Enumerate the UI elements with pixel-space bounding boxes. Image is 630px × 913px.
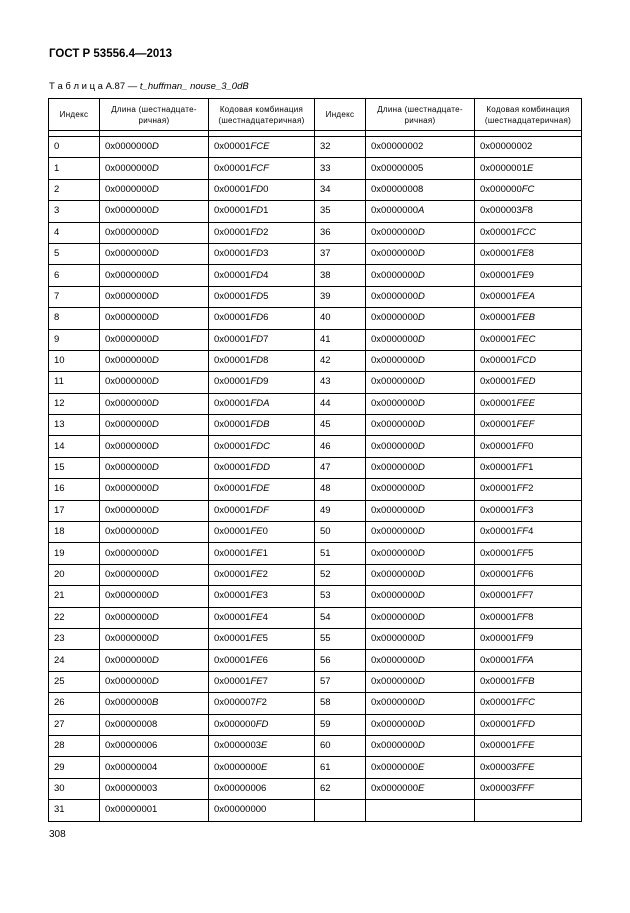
table-row	[49, 714, 582, 735]
cell-index-1: 5	[49, 243, 100, 264]
table-row	[49, 735, 582, 756]
cell-codeword-1: 0x00001FE0	[209, 522, 315, 543]
cell-length-2: 0x0000000D	[366, 500, 475, 521]
table-row	[49, 265, 582, 286]
cell-index-1: 31	[49, 800, 100, 821]
table-row	[49, 137, 582, 158]
cell-index-1: 18	[49, 522, 100, 543]
cell-codeword-1: 0x00001FD9	[209, 372, 315, 393]
cell-length-1: 0x0000000D	[100, 586, 209, 607]
cell-codeword-1: 0x00001FDF	[209, 500, 315, 521]
cell-codeword-2: 0x00003FFF	[475, 778, 582, 799]
cell-codeword-1: 0x0000000E	[209, 757, 315, 778]
cell-length-1: 0x0000000D	[100, 564, 209, 585]
cell-length-1: 0x0000000D	[100, 179, 209, 200]
cell-codeword-1: 0x00001FCF	[209, 158, 315, 179]
table-row	[49, 286, 582, 307]
cell-index-1: 2	[49, 179, 100, 200]
cell-length-1: 0x0000000D	[100, 671, 209, 692]
cell-index-2: 57	[315, 671, 366, 692]
cell-index-1: 28	[49, 735, 100, 756]
cell-codeword-2: 0x00001FE9	[475, 265, 582, 286]
cell-index-2: 56	[315, 650, 366, 671]
cell-length-1: 0x0000000D	[100, 137, 209, 158]
cell-length-1: 0x00000008	[100, 714, 209, 735]
cell-codeword-2: 0x00001FF8	[475, 607, 582, 628]
table-row	[49, 778, 582, 799]
col-header-codeword-2: Кодовая комбинация (шестнадцатеричная)	[475, 99, 582, 131]
cell-length-2: 0x0000000D	[366, 265, 475, 286]
table-row	[49, 201, 582, 222]
cell-codeword-1: 0x00001FCE	[209, 137, 315, 158]
cell-length-1: 0x0000000D	[100, 543, 209, 564]
cell-codeword-2: 0x000003F8	[475, 201, 582, 222]
cell-index-1: 26	[49, 693, 100, 714]
cell-index-1: 20	[49, 564, 100, 585]
cell-index-1: 24	[49, 650, 100, 671]
cell-length-1: 0x00000004	[100, 757, 209, 778]
cell-length-1: 0x0000000D	[100, 265, 209, 286]
cell-codeword-2: 0x00001FF9	[475, 628, 582, 649]
cell-length-2: 0x0000000D	[366, 564, 475, 585]
cell-codeword-1: 0x00001FE1	[209, 543, 315, 564]
table-caption	[49, 81, 249, 92]
cell-index-2: 33	[315, 158, 366, 179]
cell-codeword-1: 0x00001FD6	[209, 308, 315, 329]
cell-length-2: 0x0000000D	[366, 243, 475, 264]
cell-index-1: 1	[49, 158, 100, 179]
table-row	[49, 564, 582, 585]
cell-length-2: 0x0000000D	[366, 735, 475, 756]
cell-index-2: 55	[315, 628, 366, 649]
cell-codeword-1: 0x00001FD2	[209, 222, 315, 243]
cell-length-1: 0x0000000D	[100, 650, 209, 671]
cell-codeword-2: 0x00001FF6	[475, 564, 582, 585]
cell-codeword-1: 0x00001FD3	[209, 243, 315, 264]
table-row	[49, 757, 582, 778]
table-row	[49, 350, 582, 371]
cell-length-2: 0x0000000D	[366, 350, 475, 371]
cell-length-2	[366, 800, 475, 821]
cell-length-2: 0x0000000D	[366, 308, 475, 329]
cell-index-1: 23	[49, 628, 100, 649]
table-row	[49, 650, 582, 671]
cell-length-1: 0x0000000D	[100, 628, 209, 649]
cell-codeword-1: 0x00001FE7	[209, 671, 315, 692]
cell-length-1: 0x0000000D	[100, 415, 209, 436]
cell-index-1: 13	[49, 415, 100, 436]
cell-codeword-1: 0x00001FD5	[209, 286, 315, 307]
cell-length-1: 0x0000000D	[100, 158, 209, 179]
cell-codeword-2: 0x00001FEB	[475, 308, 582, 329]
cell-length-1: 0x0000000B	[100, 693, 209, 714]
table-row	[49, 179, 582, 200]
cell-codeword-2: 0x00001FF7	[475, 586, 582, 607]
cell-codeword-1: 0x00000000	[209, 800, 315, 821]
table-caption-prefix: Т а б л и ц а A.87 —	[49, 81, 140, 92]
cell-codeword-2: 0x00001FE8	[475, 243, 582, 264]
cell-index-1: 4	[49, 222, 100, 243]
cell-length-1: 0x0000000D	[100, 393, 209, 414]
cell-length-2: 0x00000008	[366, 179, 475, 200]
cell-index-2: 42	[315, 350, 366, 371]
cell-index-1: 6	[49, 265, 100, 286]
cell-length-2: 0x0000000D	[366, 479, 475, 500]
cell-length-1: 0x0000000D	[100, 222, 209, 243]
cell-codeword-1: 0x00001FDE	[209, 479, 315, 500]
col-header-length-2: Длина (шестнадцате- ричная)	[366, 99, 475, 131]
cell-codeword-2: 0x00000002	[475, 137, 582, 158]
table-row	[49, 671, 582, 692]
cell-index-1: 21	[49, 586, 100, 607]
cell-index-2: 44	[315, 393, 366, 414]
col-header-index-2: Индекс	[315, 99, 366, 131]
cell-index-2: 40	[315, 308, 366, 329]
cell-length-1: 0x0000000D	[100, 372, 209, 393]
table-row	[49, 222, 582, 243]
cell-index-1: 30	[49, 778, 100, 799]
cell-index-2: 36	[315, 222, 366, 243]
cell-codeword-2: 0x000000FC	[475, 179, 582, 200]
cell-length-1: 0x0000000D	[100, 607, 209, 628]
cell-codeword-2: 0x00001FFD	[475, 714, 582, 735]
cell-length-2: 0x0000000D	[366, 415, 475, 436]
cell-length-2: 0x0000000D	[366, 457, 475, 478]
cell-codeword-2: 0x00001FED	[475, 372, 582, 393]
cell-length-1: 0x0000000D	[100, 457, 209, 478]
cell-codeword-2: 0x00003FFE	[475, 757, 582, 778]
cell-codeword-1: 0x00001FDA	[209, 393, 315, 414]
cell-codeword-2: 0x00001FF0	[475, 436, 582, 457]
cell-length-2: 0x0000000D	[366, 693, 475, 714]
document-header: ГОСТ Р 53556.4—2013	[49, 48, 173, 60]
cell-index-1: 19	[49, 543, 100, 564]
cell-index-2: 48	[315, 479, 366, 500]
cell-codeword-2: 0x00001FEC	[475, 329, 582, 350]
cell-index-1: 7	[49, 286, 100, 307]
cell-index-2: 32	[315, 137, 366, 158]
cell-codeword-1: 0x00001FD0	[209, 179, 315, 200]
cell-length-2: 0x00000002	[366, 137, 475, 158]
cell-codeword-1: 0x000007F2	[209, 693, 315, 714]
cell-codeword-2: 0x00001FEE	[475, 393, 582, 414]
cell-codeword-2: 0x0000001E	[475, 158, 582, 179]
cell-length-2: 0x0000000D	[366, 222, 475, 243]
cell-length-2: 0x0000000D	[366, 586, 475, 607]
cell-index-1: 15	[49, 457, 100, 478]
cell-length-2: 0x0000000D	[366, 714, 475, 735]
cell-index-2: 45	[315, 415, 366, 436]
table-row	[49, 479, 582, 500]
table-row	[49, 607, 582, 628]
cell-index-2: 62	[315, 778, 366, 799]
cell-codeword-2: 0x00001FF3	[475, 500, 582, 521]
table-row	[49, 500, 582, 521]
col-header-codeword-1: Кодовая комбинация (шестнадцатеричная)	[209, 99, 315, 131]
cell-codeword-2	[475, 800, 582, 821]
cell-index-2: 58	[315, 693, 366, 714]
table-row	[49, 436, 582, 457]
cell-codeword-2: 0x00001FEA	[475, 286, 582, 307]
table-row	[49, 543, 582, 564]
cell-codeword-1: 0x00001FE5	[209, 628, 315, 649]
cell-length-2: 0x00000005	[366, 158, 475, 179]
cell-length-2: 0x0000000D	[366, 607, 475, 628]
cell-length-2: 0x0000000D	[366, 393, 475, 414]
cell-index-2: 47	[315, 457, 366, 478]
table-row	[49, 158, 582, 179]
cell-index-2: 49	[315, 500, 366, 521]
cell-index-2: 38	[315, 265, 366, 286]
cell-codeword-2: 0x00001FEF	[475, 415, 582, 436]
cell-length-1: 0x0000000D	[100, 286, 209, 307]
table-body	[49, 131, 582, 822]
cell-index-1: 27	[49, 714, 100, 735]
cell-codeword-2: 0x00001FF1	[475, 457, 582, 478]
cell-length-2: 0x0000000A	[366, 201, 475, 222]
cell-codeword-1: 0x00001FDB	[209, 415, 315, 436]
cell-index-1: 11	[49, 372, 100, 393]
cell-codeword-1: 0x00000006	[209, 778, 315, 799]
cell-index-1: 8	[49, 308, 100, 329]
cell-index-1: 10	[49, 350, 100, 371]
huffman-table	[48, 98, 582, 822]
table-row	[49, 308, 582, 329]
cell-codeword-1: 0x00001FD4	[209, 265, 315, 286]
cell-codeword-2: 0x00001FCD	[475, 350, 582, 371]
cell-index-2: 51	[315, 543, 366, 564]
table-row	[49, 522, 582, 543]
cell-length-2: 0x0000000D	[366, 286, 475, 307]
cell-codeword-1: 0x000000FD	[209, 714, 315, 735]
cell-index-2: 34	[315, 179, 366, 200]
table-header-row	[49, 99, 582, 131]
table-caption-id: t_huffman_ nouse_3_0dB	[139, 81, 249, 92]
cell-codeword-1: 0x00001FD1	[209, 201, 315, 222]
cell-index-2: 35	[315, 201, 366, 222]
cell-index-2: 43	[315, 372, 366, 393]
cell-length-1: 0x0000000D	[100, 479, 209, 500]
cell-length-1: 0x0000000D	[100, 436, 209, 457]
cell-length-1: 0x0000000D	[100, 329, 209, 350]
cell-index-2: 46	[315, 436, 366, 457]
cell-index-2: 50	[315, 522, 366, 543]
cell-index-1: 3	[49, 201, 100, 222]
table-row	[49, 393, 582, 414]
cell-index-2	[315, 800, 366, 821]
cell-length-2: 0x0000000D	[366, 543, 475, 564]
table-row	[49, 415, 582, 436]
cell-index-1: 22	[49, 607, 100, 628]
cell-codeword-1: 0x00001FE6	[209, 650, 315, 671]
cell-index-2: 52	[315, 564, 366, 585]
cell-length-2: 0x0000000D	[366, 628, 475, 649]
cell-codeword-2: 0x00001FF5	[475, 543, 582, 564]
cell-codeword-1: 0x00001FDC	[209, 436, 315, 457]
cell-index-1: 0	[49, 137, 100, 158]
cell-length-2: 0x0000000D	[366, 671, 475, 692]
cell-codeword-2: 0x00001FF2	[475, 479, 582, 500]
cell-length-1: 0x00000006	[100, 735, 209, 756]
cell-index-2: 59	[315, 714, 366, 735]
cell-index-1: 16	[49, 479, 100, 500]
cell-length-1: 0x0000000D	[100, 201, 209, 222]
cell-length-2: 0x0000000D	[366, 522, 475, 543]
table-row	[49, 800, 582, 821]
cell-codeword-1: 0x0000003E	[209, 735, 315, 756]
cell-length-2: 0x0000000D	[366, 329, 475, 350]
cell-index-1: 12	[49, 393, 100, 414]
table-row	[49, 586, 582, 607]
cell-codeword-1: 0x00001FD7	[209, 329, 315, 350]
cell-index-2: 53	[315, 586, 366, 607]
cell-index-1: 14	[49, 436, 100, 457]
cell-length-2: 0x0000000E	[366, 757, 475, 778]
cell-index-2: 41	[315, 329, 366, 350]
cell-codeword-1: 0x00001FE2	[209, 564, 315, 585]
cell-index-1: 29	[49, 757, 100, 778]
cell-codeword-2: 0x00001FFE	[475, 735, 582, 756]
cell-length-2: 0x0000000D	[366, 650, 475, 671]
cell-length-1: 0x0000000D	[100, 308, 209, 329]
cell-codeword-1: 0x00001FD8	[209, 350, 315, 371]
cell-length-2: 0x0000000D	[366, 436, 475, 457]
cell-length-2: 0x0000000D	[366, 372, 475, 393]
cell-index-1: 17	[49, 500, 100, 521]
table-row	[49, 243, 582, 264]
table-row	[49, 693, 582, 714]
cell-codeword-2: 0x00001FFC	[475, 693, 582, 714]
cell-index-1: 25	[49, 671, 100, 692]
cell-codeword-2: 0x00001FCC	[475, 222, 582, 243]
col-header-length-1: Длина (шестнадцате- ричная)	[100, 99, 209, 131]
cell-length-2: 0x0000000E	[366, 778, 475, 799]
cell-codeword-2: 0x00001FFA	[475, 650, 582, 671]
table-row	[49, 628, 582, 649]
cell-index-2: 61	[315, 757, 366, 778]
cell-length-1: 0x0000000D	[100, 522, 209, 543]
page-number: 308	[49, 829, 66, 840]
cell-index-2: 54	[315, 607, 366, 628]
cell-codeword-1: 0x00001FDD	[209, 457, 315, 478]
col-header-index-1: Индекс	[49, 99, 100, 131]
cell-length-1: 0x0000000D	[100, 243, 209, 264]
cell-length-1: 0x0000000D	[100, 350, 209, 371]
cell-length-1: 0x00000003	[100, 778, 209, 799]
cell-index-2: 60	[315, 735, 366, 756]
cell-index-2: 39	[315, 286, 366, 307]
cell-codeword-2: 0x00001FFB	[475, 671, 582, 692]
cell-codeword-2: 0x00001FF4	[475, 522, 582, 543]
table-row	[49, 329, 582, 350]
cell-index-1: 9	[49, 329, 100, 350]
cell-codeword-1: 0x00001FE3	[209, 586, 315, 607]
table-row	[49, 457, 582, 478]
table-row	[49, 372, 582, 393]
cell-index-2: 37	[315, 243, 366, 264]
cell-length-1: 0x0000000D	[100, 500, 209, 521]
cell-length-1: 0x00000001	[100, 800, 209, 821]
cell-codeword-1: 0x00001FE4	[209, 607, 315, 628]
